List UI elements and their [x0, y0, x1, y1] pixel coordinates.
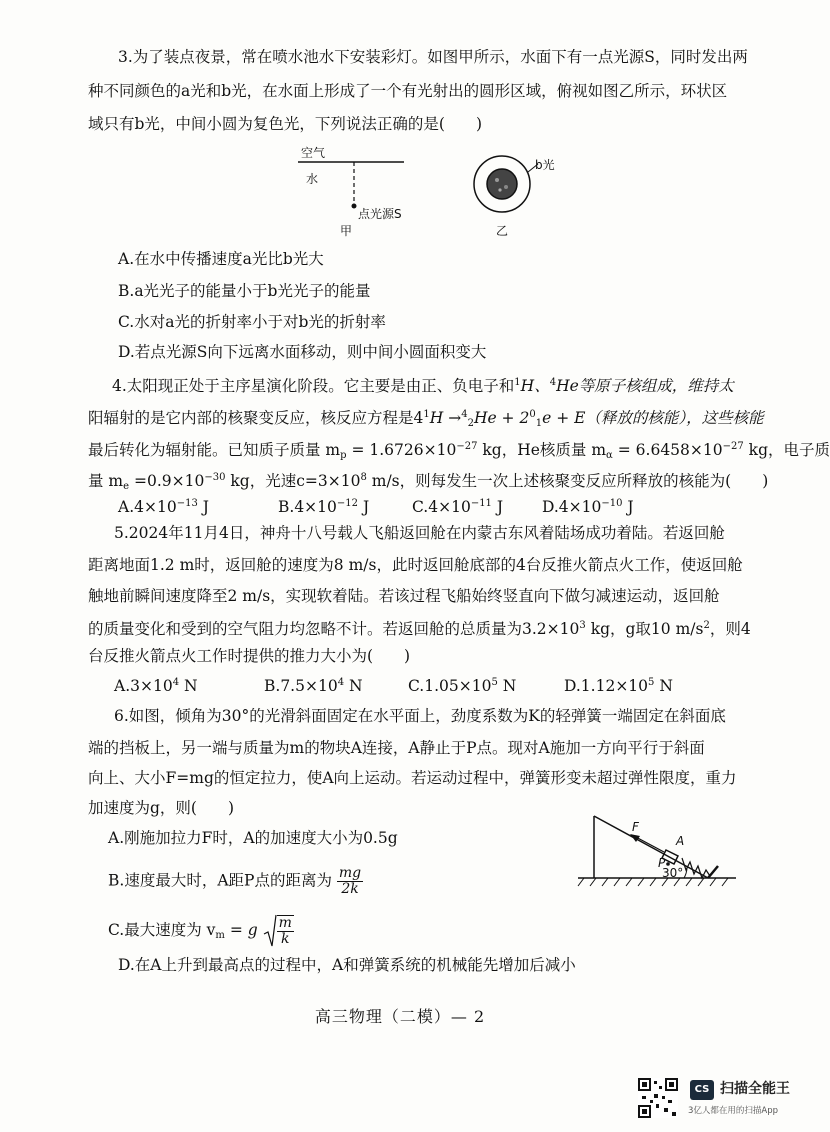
q5-line-3: 触地前瞬间速度降至2 m/s，实现软着陆。若该过程飞船始终竖直向下做匀减速运动，返回舱	[88, 587, 720, 605]
q6-option-c: C.最大速度为 $v_m = g$ $\frac{m}{k}$	[108, 915, 292, 947]
q5-line-4: 的质量变化和受到的空气阻力均忽略不计。若返回舱的总质量为$3.2\times 10^3$ kg，g取10 $m/s^2$，则4	[88, 620, 751, 638]
q4-option-a: $A.4\times 10^{-13}$ J	[118, 498, 209, 516]
camscanner-name: 扫描全能王	[720, 1081, 790, 1097]
q3-option-c: C.水对a光的折射率小于对b光的折射率	[118, 313, 386, 331]
q5-line-1: 5.2024年11月4日，神舟十八号载人飞船返回舱在内蒙古东风着陆场成功着陆。若返回舱	[114, 524, 725, 542]
label-point-p: P	[658, 856, 666, 870]
label-jia: 甲	[340, 224, 353, 238]
q5-option-d: $D.1.12\times 10^5$ N	[564, 677, 673, 695]
q6-line-1: 6.如图，倾角为30°的光滑斜面固定在水平面上，劲度系数为K的轻弹簧一端固定在斜面底	[114, 707, 726, 725]
q4-option-d: $D.4\times 10^{-10}$ J	[542, 498, 634, 516]
label-b-light: b光	[535, 158, 555, 172]
q6-option-d: D.在A上升到最高点的过程中，A和弹簧系统的机械能先增加后减小	[118, 956, 576, 974]
sqrt-m-over-k: $\frac{m}{k}$	[263, 914, 294, 948]
q4-option-c: $C.4\times 10^{-11}$ J	[412, 498, 504, 516]
q4-line-1: 4.太阳现正处于主序星演化阶段。它主要是由正、负电子和$^1$H、$^4$He等原子核组成，维持太	[112, 377, 734, 395]
q3-line-1: 3.为了装点夜景，常在喷水池水下安装彩灯。如图甲所示，水面下有一点光源S，同时发出两	[118, 48, 748, 66]
q5-option-c: $C.1.05\times 10^5$ N	[408, 677, 517, 695]
qr-code	[638, 1078, 678, 1118]
fraction-mg-2k: $\frac{mg}{2k}$	[338, 865, 362, 897]
label-air: 空气	[301, 146, 326, 160]
label-point-source: 点光源S	[358, 207, 402, 221]
page-footer: 高三物理（二模）— 2	[314, 1007, 486, 1026]
q3-option-d: D.若点光源S向下远离水面移动，则中间小圆面积变大	[118, 343, 487, 361]
figure-yi	[470, 150, 540, 220]
q3-option-a: A.在水中传播速度a光比b光大	[118, 250, 324, 268]
label-force-f: F	[632, 820, 639, 834]
q4-option-b: $B.4\times 10^{-12}$ J	[278, 498, 370, 516]
q5-line-5: 台反推火箭点火工作时提供的推力大小为( )	[88, 647, 411, 665]
label-water: 水	[306, 172, 319, 186]
camscanner-tagline: 3亿人都在用的扫描App	[688, 1106, 779, 1116]
label-yi: 乙	[496, 224, 509, 238]
q4-line-3: 最后转化为辐射能。已知质子质量 $m_p = 1.6726\times 10^{-27}$ kg，He核质量 $m_\alpha = 6.6458\times 10^{-27}$ kg，电子质	[88, 441, 830, 461]
q3-line-2: 种不同颜色的a光和b光，在水面上形成了一个有光射出的圆形区域，俯视如图乙所示，环状区	[88, 82, 728, 100]
label-block-a: A	[676, 834, 685, 848]
q3-line-3: 域只有b光，中间小圆为复色光，下列说法正确的是( )	[88, 115, 483, 133]
label-angle: 30°	[662, 866, 684, 880]
q5-line-2: 距离地面1.2 m时，返回舱的速度为8 m/s，此时返回舱底部的4台反推火箭点火工作，使返回舱	[88, 556, 743, 574]
q3-option-b: B.a光光子的能量小于b光光子的能量	[118, 282, 371, 300]
q4-line-4: 量 $m_e =0.9\times 10^{-30}$ kg，光速$c=3\times 10^8$ m/s，则每发生一次上述核聚变反应所释放的核能为( )	[88, 472, 769, 492]
q6-option-b: B.速度最大时，A距P点的距离为 $\frac{mg}{2k}$	[108, 865, 362, 897]
q6-line-4: 加速度为g，则( )	[88, 799, 235, 817]
q5-option-a: $A.3\times 10^4$ N	[114, 677, 198, 695]
q6-line-2: 端的挡板上，另一端与质量为m的物块A连接，A静止于P点。现对A施加一方向平行于斜面	[88, 739, 705, 757]
q6-option-a: A.刚施加拉力F时，A的加速度大小为0.5g	[108, 829, 398, 847]
q5-option-b: $B.7.5\times 10^4$ N	[264, 677, 363, 695]
q4-line-2: 阳辐射的是它内部的核聚变反应，核反应方程是$4^1H \to^4_2He + 2^0_1e + E$（释放的核能），这些核能	[88, 409, 764, 429]
figure-incline	[572, 812, 742, 892]
camscanner-logo-icon: CS	[690, 1080, 714, 1100]
q6-line-3: 向上、大小F=mg的恒定拉力，使A向上运动。若运动过程中，弹簧形变未超过弹性限度，重力	[88, 769, 737, 787]
